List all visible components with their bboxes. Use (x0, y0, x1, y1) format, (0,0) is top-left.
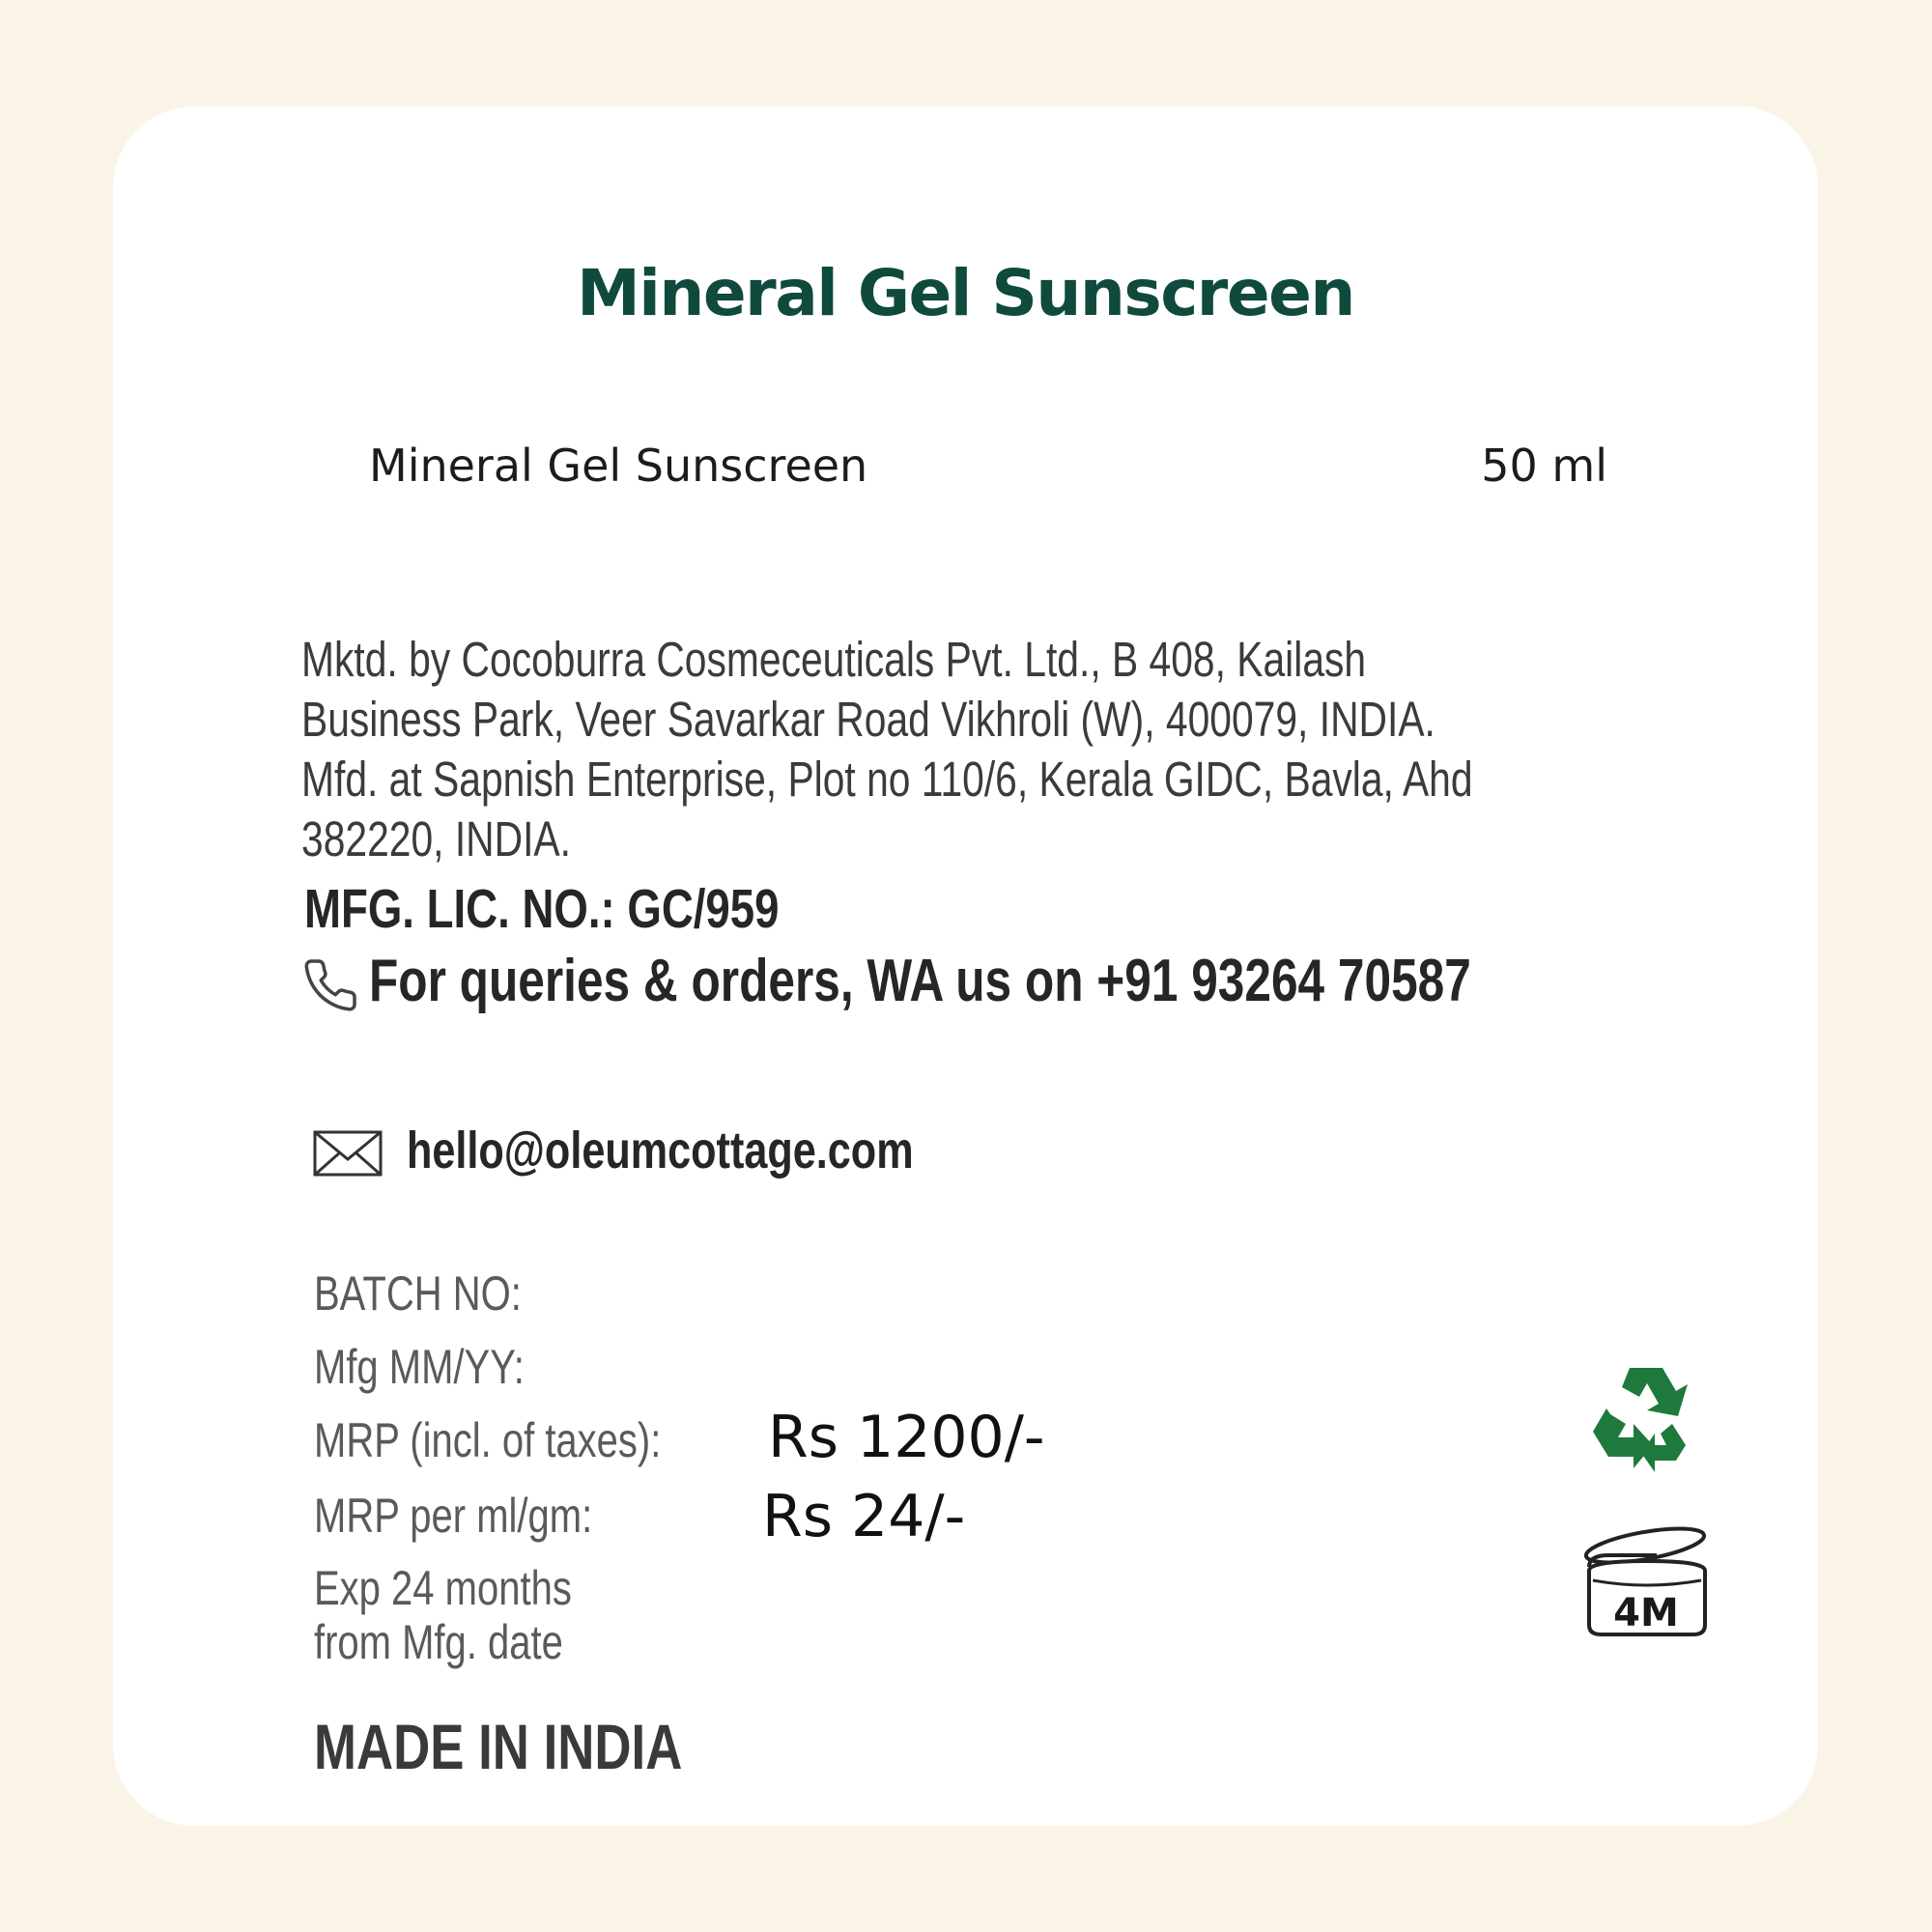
address-line: Mktd. by Cocoburra Cosmeceuticals Pvt. Ltd., B 408, Kailash (301, 632, 1367, 687)
mrp-label: MRP (incl. of taxes): (314, 1413, 662, 1467)
phone-contact (301, 947, 1557, 1014)
address-line: Business Park, Veer Savarkar Road Vikhroli (W), 400079, INDIA. (301, 692, 1435, 747)
mfg-date-label: Mfg MM/YY: (314, 1340, 525, 1394)
email-address[interactable]: hello@oleumcottage.com (407, 1122, 914, 1179)
email-contact (313, 1121, 1086, 1188)
pao-label: 4M (1613, 1591, 1679, 1635)
manufacturer-address (301, 630, 1766, 869)
expiry-label: Exp 24 months (314, 1561, 572, 1615)
page-title: Mineral Gel Sunscreen (577, 256, 1354, 330)
mail-icon (313, 1130, 383, 1177)
license-number: MFG. LIC. NO.: GC/959 (304, 878, 780, 940)
recycle-icon (1583, 1360, 1709, 1476)
batch-label: BATCH NO: (314, 1266, 522, 1321)
made-in-label: MADE IN INDIA (314, 1711, 683, 1782)
address-line: 382220, INDIA. (301, 811, 571, 867)
product-size: 50 ml (1481, 440, 1607, 492)
product-name: Mineral Gel Sunscreen (369, 440, 868, 492)
phone-icon (301, 956, 359, 1014)
mrp-value: Rs 1200/- (768, 1404, 1045, 1471)
address-line: Mfd. at Sapnish Enterprise, Plot no 110/6, Kerala GIDC, Bavla, Ahd (301, 752, 1473, 807)
phone-text: For queries & orders, WA us on +91 93264 70587 (369, 948, 1471, 1014)
expiry-label-line2: from Mfg. date (314, 1615, 563, 1669)
label-card (113, 106, 1818, 1826)
mrp-per-unit-label: MRP per ml/gm: (314, 1489, 593, 1543)
mrp-per-unit-value: Rs 24/- (762, 1483, 966, 1550)
